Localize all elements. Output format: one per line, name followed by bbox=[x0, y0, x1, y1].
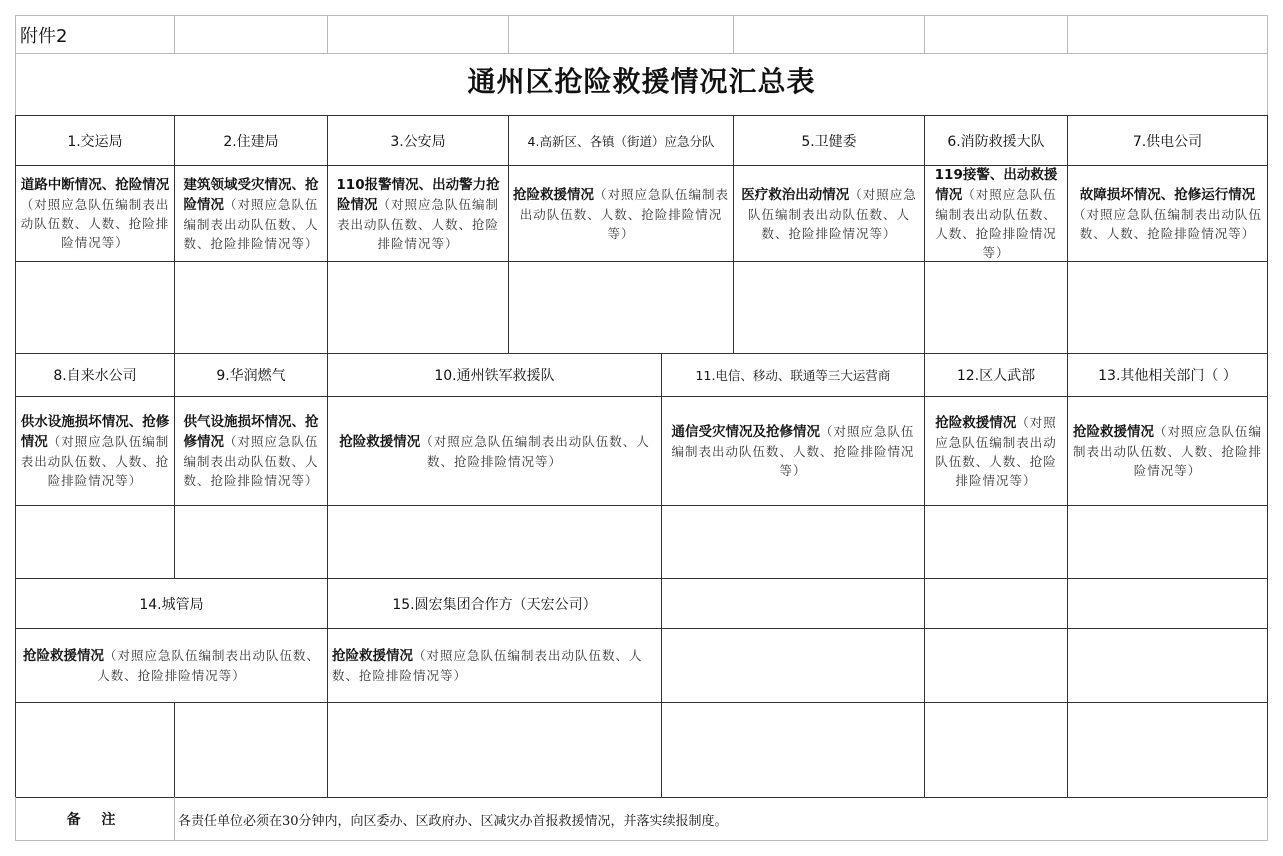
header-cell: 15.圆宏集团合作方（天宏公司） bbox=[392, 596, 597, 613]
header-cell: 1.交运局 bbox=[67, 133, 123, 150]
desc-cell: 119接警、出动救援情况（对照应急队伍编制表出动队伍数、人数、抢险排险情况等） bbox=[934, 167, 1058, 260]
header-cell: 7.供电公司 bbox=[1132, 133, 1203, 150]
desc-cell: 110报警情况、出动警力抢险情况（对照应急队伍编制表出动队伍数、人数、抢险排险情况等） bbox=[336, 176, 500, 251]
header-cell: 10.通州铁军救援队 bbox=[434, 368, 555, 384]
entry-cell[interactable] bbox=[925, 262, 1067, 353]
entry-cell[interactable] bbox=[1068, 506, 1267, 578]
desc-cell: 抢险救援情况（对照应急队伍编制表出动队伍数、人数、抢险排险情况等） bbox=[22, 648, 320, 683]
entry-cell[interactable] bbox=[16, 506, 174, 578]
entry-cell[interactable] bbox=[1068, 579, 1267, 797]
entry-cell[interactable] bbox=[662, 506, 924, 578]
entry-cell[interactable] bbox=[662, 579, 924, 797]
desc-cell: 抢险救援情况（对照应急队伍编制表出动队伍数、人数、抢险排险情况等） bbox=[1072, 424, 1262, 478]
desc-cell: 抢险救援情况（对照应急队伍编制表出动队伍数、人数、抢险排险情况等） bbox=[935, 414, 1057, 488]
header-cell: 5.卫健委 bbox=[801, 133, 857, 150]
header-cell: 3.公安局 bbox=[390, 133, 446, 150]
desc-cell: 抢险救援情况（对照应急队伍编制表出动队伍数、人数、抢险排险情况等） bbox=[513, 186, 730, 241]
entry-cell[interactable] bbox=[16, 703, 174, 797]
header-cell: 4.高新区、各镇（街道）应急分队 bbox=[527, 133, 715, 149]
entry-cell[interactable] bbox=[175, 703, 327, 797]
entry-cell[interactable] bbox=[734, 262, 924, 353]
header-cell: 14.城管局 bbox=[139, 596, 204, 613]
header-cell: 6.消防救援大队 bbox=[947, 133, 1045, 150]
desc-cell: 通信受灾情况及抢修情况（对照应急队伍编制表出动队伍数、人数、抢险排险情况等） bbox=[671, 424, 915, 478]
entry-cell[interactable] bbox=[328, 506, 661, 578]
entry-cell[interactable] bbox=[16, 262, 174, 353]
page-title: 通州区抢险救援情况汇总表 bbox=[467, 65, 816, 98]
remarks-text: 各责任单位必须在30分钟内，向区委办、区政府办、区减灾办首报救援情况，并落实续报制度。 bbox=[178, 813, 728, 829]
header-cell: 11.电信、移动、联通等三大运营商 bbox=[695, 368, 891, 383]
entry-cell[interactable] bbox=[509, 262, 733, 353]
desc-cell: 供水设施损坏情况、抢修情况（对照应急队伍编制表出动队伍数、人数、抢险排险情况等） bbox=[20, 414, 170, 488]
header-cell: 9.华润燃气 bbox=[216, 368, 286, 384]
entry-cell[interactable] bbox=[175, 506, 327, 578]
attachment-label: 附件2 bbox=[20, 26, 68, 47]
desc-cell: 道路中断情况、抢险情况（对照应急队伍编制表出动队伍数、人数、抢险排险情况等） bbox=[20, 177, 170, 250]
entry-cell[interactable] bbox=[175, 262, 327, 353]
desc-cell: 抢险救援情况（对照应急队伍编制表出动队伍数、人数、抢险排险情况等） bbox=[339, 433, 650, 469]
desc-cell: 建筑领域受灾情况、抢险情况（对照应急队伍编制表出动队伍数、人数、抢险排险情况等） bbox=[183, 176, 319, 251]
header-cell: 12.区人武部 bbox=[956, 368, 1036, 384]
desc-cell: 供气设施损坏情况、抢修情况（对照应急队伍编制表出动队伍数、人数、抢险排险情况等） bbox=[183, 414, 319, 488]
entry-cell[interactable] bbox=[328, 703, 661, 797]
remarks-label: 备 注 bbox=[66, 812, 124, 828]
header-cell: 2.住建局 bbox=[223, 133, 279, 150]
desc-cell: 医疗救治出动情况（对照应急队伍编制表出动队伍数、人数、抢险排险情况等） bbox=[741, 186, 917, 241]
entry-cell[interactable] bbox=[925, 506, 1067, 578]
header-cell: 13.其他相关部门（ ） bbox=[1098, 368, 1237, 384]
entry-cell[interactable] bbox=[328, 262, 508, 353]
header-cell: 8.自来水公司 bbox=[53, 368, 137, 384]
desc-cell: 抢险救援情况（对照应急队伍编制表出动队伍数、人数、抢险排险情况等） bbox=[332, 648, 643, 683]
entry-cell[interactable] bbox=[925, 579, 1067, 797]
desc-cell: 故障损坏情况、抢修运行情况（对照应急队伍编制表出动队伍数、人数、抢险排险情况等） bbox=[1072, 186, 1262, 241]
entry-cell[interactable] bbox=[1068, 262, 1267, 353]
